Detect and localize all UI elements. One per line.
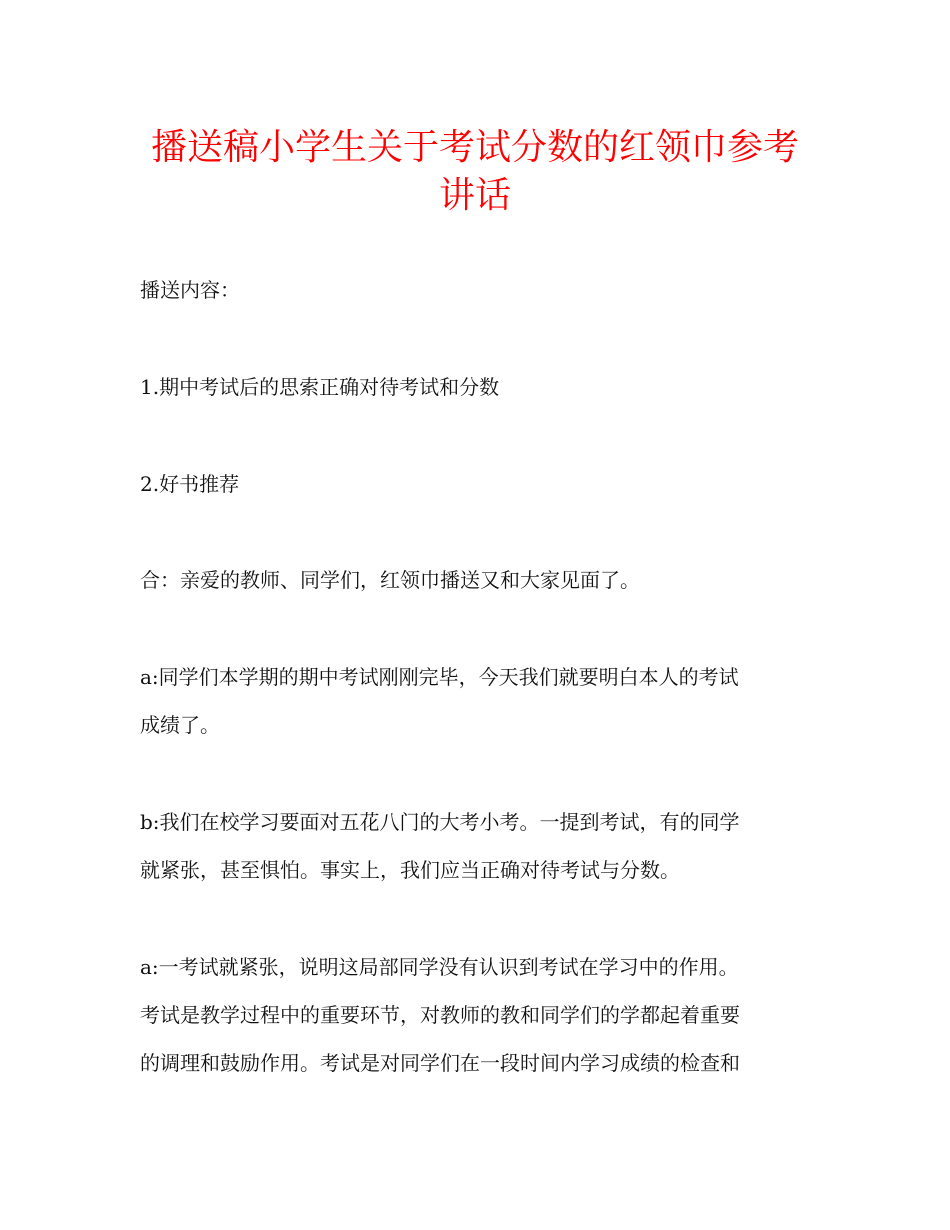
- paragraph-a2-line-1: a:一考试就紧张，说明这局部同学没有认识到考试在学习中的作用。: [140, 955, 739, 979]
- content-item-1: 1.期中考试后的思索正确对待考试和分数: [140, 375, 500, 399]
- paragraph-a1-line-1: a:同学们本学期的期中考试刚刚完毕，今天我们就要明白本人的考试: [140, 665, 739, 689]
- document-title-line-1: 播送稿小学生关于考试分数的红领巾参考: [150, 127, 799, 168]
- paragraph-b1-line-2: 就紧张，甚至惧怕。事实上，我们应当正确对待考试与分数。: [140, 858, 680, 882]
- broadcast-content-label: 播送内容：: [140, 278, 240, 302]
- document-title-line-2: 讲话: [438, 175, 511, 216]
- paragraph-b1-line-1: b:我们在校学习要面对五花八门的大考小考。一提到考试，有的同学: [140, 810, 740, 834]
- paragraph-greeting: 合：亲爱的教师、同学们，红领巾播送又和大家见面了。: [140, 568, 640, 592]
- paragraph-a2-line-3: 的调理和鼓励作用。考试是对同学们在一段时间内学习成绩的检查和: [140, 1051, 740, 1075]
- paragraph-a1-line-2: 成绩了。: [140, 713, 220, 737]
- paragraph-a2-line-2: 考试是教学过程中的重要环节，对教师的教和同学们的学都起着重要: [140, 1003, 740, 1027]
- content-item-2: 2.好书推荐: [140, 472, 240, 496]
